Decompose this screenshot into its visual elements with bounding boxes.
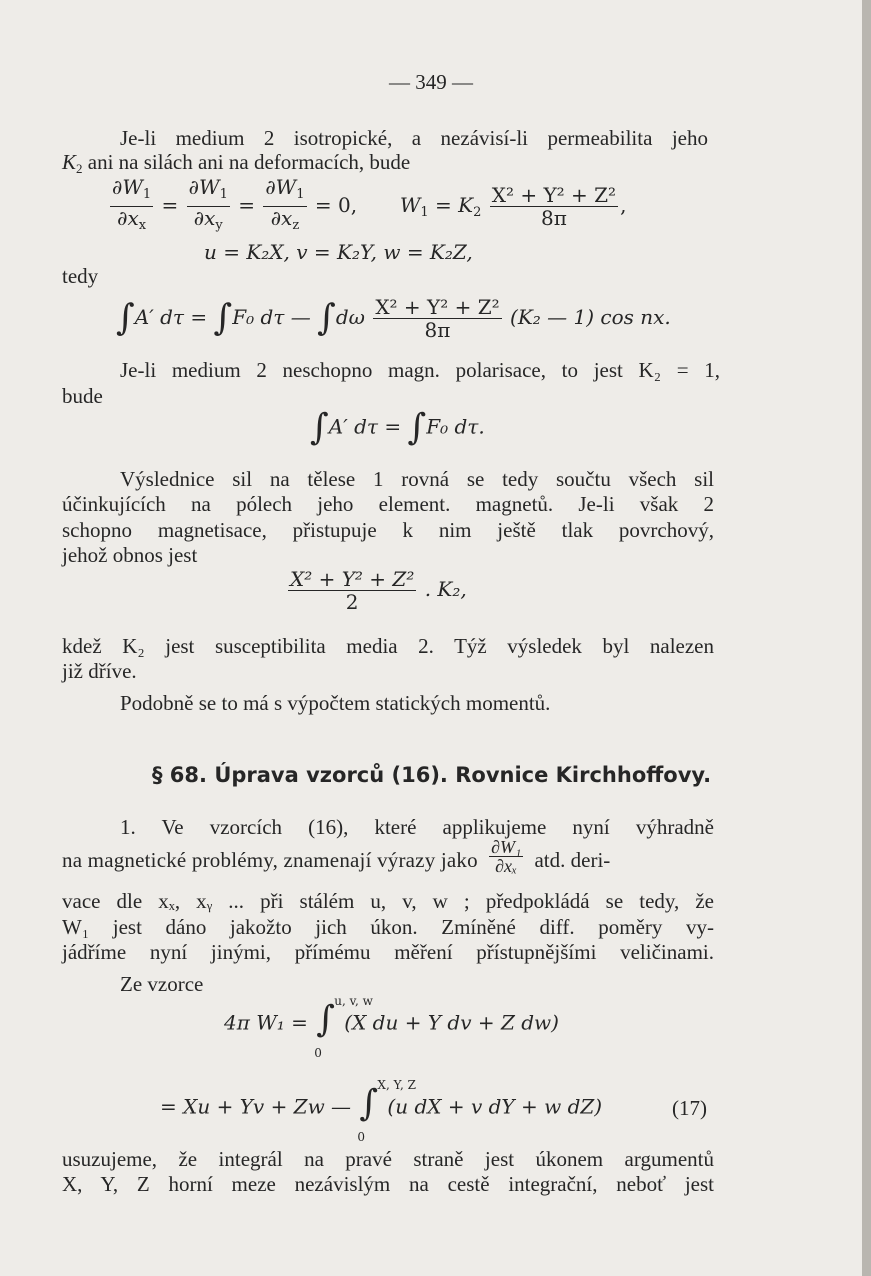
eq-a-zero: = 0, — [314, 193, 358, 217]
eq-a-sub-2: 1 — [219, 187, 228, 202]
page-edge — [862, 0, 871, 1276]
paragraph-6-line-2 — [62, 836, 714, 876]
paragraph-6-line-2-right: atd. deri- — [534, 848, 611, 872]
eq-a-sub-3: 1 — [296, 187, 305, 202]
eq-c-mid: F₀ dτ — — [232, 305, 318, 329]
eq-a-num-1: ∂W — [112, 175, 143, 199]
equation-17-line-1 — [224, 994, 559, 1060]
eq-a-frac-den: 8π — [540, 206, 567, 230]
paragraph-7-line-2: X, Y, Z horní meze nezávislým na cestě integrační, neboť jest — [62, 1172, 714, 1196]
section-heading: § 68. Úprava vzorců (16). Rovnice Kirchhoffovy. — [152, 763, 712, 787]
var-k-sub: 2 — [76, 161, 83, 176]
paragraph-3-line-3: schopno magnetisace, přistupuje k nim ještě tlak povrchový, — [62, 518, 714, 542]
integral-sign-3: ∫ — [317, 297, 336, 339]
equation-pressure — [286, 568, 467, 613]
ze-vzorce: Ze vzorce — [120, 972, 204, 996]
word-bude: bude — [62, 384, 103, 408]
paragraph-3-line-1: Výslednice sil na tělese 1 rovná se tedy součtu všech sil — [120, 467, 714, 491]
eq-d-right: F₀ dτ. — [426, 414, 485, 439]
page-number: — 349 — — [389, 70, 473, 94]
paragraph-5: Podobně se to má s výpočtem statických momentů. — [120, 691, 551, 715]
eq-e-frac-den: 2 — [345, 590, 359, 614]
eq-d-left: A′ dτ = — [328, 414, 408, 439]
eq-a-num-2: ∂W — [188, 175, 220, 199]
eq-a-k2: K — [458, 193, 474, 217]
eq-c-right: (K₂ — 1) cos nx. — [510, 305, 671, 329]
paragraph-6-line-4: W₁ jest dáno jakožto jich úkon. Zmíněné diff. poměry vy- — [62, 915, 714, 939]
word-tedy: tedy — [62, 264, 99, 288]
paragraph-4-line-1: kdež K₂ jest susceptibilita media 2. Týž výsledek byl nalezen — [62, 634, 714, 658]
paragraph-6-line-1: 1. Ve vzorcích (16), které applikujeme nyní výhradně — [120, 815, 714, 839]
eq-a-den-sub-1: x — [138, 218, 147, 233]
eq-e-right: . K₂, — [424, 577, 467, 601]
paragraph-2-line-1: Je-li medium 2 neschopno magn. polarisace, to jest K₂ = 1, — [120, 358, 720, 382]
integral-sign-7: ∫ — [359, 1083, 379, 1124]
integral-sign-4: ∫ — [310, 407, 329, 448]
eq-e-frac-num: X² + Y² + Z² — [290, 567, 415, 591]
eq-a-w1: W — [399, 193, 421, 217]
equation-uvw: u = K₂X, v = K₂Y, w = K₂Z, — [204, 240, 473, 264]
paragraph-6-line-5: jádříme nyní jinými, přímému měření přístupnějšími veličinami. — [62, 940, 714, 964]
eq-a-sub-1: 1 — [142, 187, 152, 202]
integral-sign-1: ∫ — [116, 297, 135, 339]
eq-a-num-3: ∂W — [265, 175, 297, 199]
eq-a-w1-sub: 1 — [420, 205, 429, 220]
equation-integral-b — [310, 407, 485, 448]
equation-integral-a — [116, 296, 671, 341]
eq-f-upper: u, v, w — [334, 994, 373, 1008]
integral-sign-2: ∫ — [213, 297, 233, 339]
eq-c-frac-den: 8π — [424, 318, 451, 342]
p6-frac-num: ∂W₁ — [491, 836, 522, 857]
paragraph-1-line-2-text: ani na silách ani na deformacích, bude — [82, 150, 411, 174]
eq-a-den-sub-2: y — [215, 218, 223, 233]
eq-a-den-2: ∂x — [193, 206, 216, 230]
paragraph-4-line-2: již dříve. — [62, 659, 137, 683]
eq-c-frac-num: X² + Y² + Z² — [375, 295, 500, 319]
eq-a-frac-num: X² + Y² + Z² — [491, 183, 617, 207]
eq-a-den-3: ∂x — [270, 206, 293, 230]
paragraph-3-line-2: účinkujících na pólech jeho element. magnetů. Je-li však 2 — [62, 492, 714, 516]
equation-number-17: (17) — [672, 1096, 707, 1120]
paragraph-7-line-1: usuzujeme, že integrál na pravé straně jest úkonem argumentů — [62, 1147, 714, 1171]
paragraph-3-line-4: jehož obnos jest — [62, 543, 198, 567]
integral-sign-6: ∫ — [316, 999, 336, 1040]
equation-partial-derivatives: $\frac{\partial W_1}{\partial x_x}$ = $\frac{\partial W_1}{\partial x_y}$ = $\frac{\partial W_1}{\partial x_z}$ = 0, $W_1 = K_2$ $\frac{\text{X² + Y² + Z²}}{8\pi}$ , — [112, 175, 627, 233]
eq-f-right: (X du + Y dv + Z dw) — [344, 1010, 559, 1035]
eq-g-lower: 0 — [357, 1130, 366, 1144]
paragraph-6-line-3: vace dle xₓ, xᵧ ... při stálém u, v, w ; předpokládá se tedy, že — [62, 889, 714, 913]
eq-f-left: 4π W₁ = — [224, 1010, 315, 1035]
eq-g-upper: X, Y, Z — [377, 1078, 416, 1092]
p6-frac-den: ∂xₓ — [495, 855, 518, 876]
eq-a-den-1: ∂x — [117, 206, 139, 230]
var-k: K — [62, 150, 77, 174]
eq-c-left: A′ dτ = — [134, 305, 214, 329]
eq-a-comma: , — [620, 193, 627, 217]
eq-c-dw: dω — [335, 305, 365, 329]
equation-17-line-2 — [160, 1078, 603, 1144]
eq-f-lower: 0 — [314, 1046, 322, 1060]
eq-g-left: = Xu + Yv + Zw — — [160, 1094, 358, 1119]
paragraph-6-line-2-left: na magnetické problémy, znamenají výrazy jako — [62, 848, 478, 872]
eq-g-right: (u dX + v dY + w dZ) — [387, 1094, 603, 1119]
paragraph-1-line-1: Je-li medium 2 isotropické, a nezávisí-li permeabilita jeho — [120, 126, 708, 150]
integral-sign-5: ∫ — [407, 407, 427, 448]
eq-a-den-sub-3: z — [292, 218, 300, 233]
